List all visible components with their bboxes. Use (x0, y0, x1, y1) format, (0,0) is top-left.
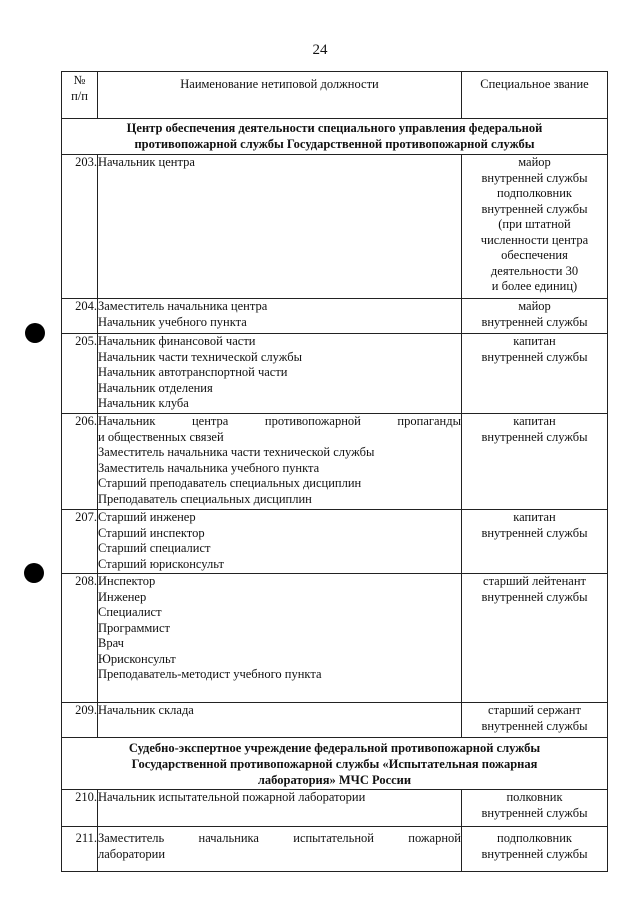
special-rank: капитан внутренней службы (462, 414, 608, 510)
special-rank: майор внутренней службы (462, 299, 608, 334)
section-title: Судебно-экспертное учреждение федеральной противопожарной службы Государственной противопожарной службы «Испытательная пожарная лаборатория» МЧС России (62, 738, 608, 790)
position-names: Заместитель начальника центра Начальник учебного пункта (98, 299, 462, 334)
section-row (62, 119, 608, 155)
position-names: Начальник центра противопожарной пропаганды и общественных связей Заместитель начальника части технической службы Заместитель начальника учебного пункта Старший преподаватель специальных дисциплин Преподаватель специальных дисциплин (98, 414, 462, 510)
table-row (62, 155, 608, 299)
header-special-rank: Специальное звание (462, 72, 608, 119)
special-rank: старший сержант внутренней службы (462, 703, 608, 738)
special-rank: капитан внутренней службы (462, 510, 608, 574)
table-row (62, 574, 608, 703)
position-names: Начальник испытательной пожарной лаборатории (98, 790, 462, 827)
special-rank: полковник внутренней службы (462, 790, 608, 827)
header-number: № п/п (62, 72, 98, 119)
section-title: Центр обеспечения деятельности специального управления федеральной противопожарной службы Государственной противопожарной службы (62, 119, 608, 155)
positions-table (61, 71, 608, 872)
table-row (62, 334, 608, 414)
table-row (62, 827, 608, 872)
section-row (62, 738, 608, 790)
row-number: 205. (62, 334, 98, 414)
table-header-row (62, 72, 608, 119)
row-number: 204. (62, 299, 98, 334)
special-rank: майор внутренней службы подполковник внутренней службы (при штатной численности центра обеспечения деятельности 30 и более единиц) (462, 155, 608, 299)
row-number: 208. (62, 574, 98, 703)
header-position-name: Наименование нетиповой должности (98, 72, 462, 119)
table-row (62, 703, 608, 738)
special-rank: подполковник внутренней службы (462, 827, 608, 872)
page-number: 24 (312, 42, 328, 58)
row-number: 206. (62, 414, 98, 510)
row-number: 209. (62, 703, 98, 738)
position-names: Начальник финансовой части Начальник части технической службы Начальник автотранспортной части Начальник отделения Начальник клуба (98, 334, 462, 414)
row-number: 210. (62, 790, 98, 827)
row-number: 211. (62, 827, 98, 872)
punch-hole-mark (25, 323, 45, 343)
row-number: 203. (62, 155, 98, 299)
special-rank: капитан внутренней службы (462, 334, 608, 414)
position-names: Заместитель начальника испытательной пожарной лаборатории (98, 827, 462, 872)
table-row (62, 790, 608, 827)
position-names: Начальник склада (98, 703, 462, 738)
punch-hole-mark (24, 563, 44, 583)
table-row (62, 510, 608, 574)
table-row (62, 414, 608, 510)
table-row (62, 299, 608, 334)
position-names: Старший инженер Старший инспектор Старший специалист Старший юрисконсульт (98, 510, 462, 574)
position-names: Инспектор Инженер Специалист Программист Врач Юрисконсульт Преподаватель-методист учебного пункта (98, 574, 462, 703)
position-names: Начальник центра (98, 155, 462, 299)
row-number: 207. (62, 510, 98, 574)
special-rank: старший лейтенант внутренней службы (462, 574, 608, 703)
